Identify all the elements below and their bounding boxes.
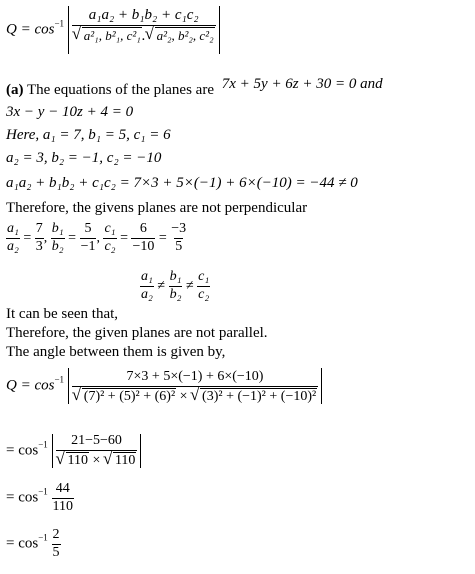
step-2 (6, 482, 74, 514)
ratio-eq: = (68, 230, 77, 246)
not-parallel-text: Therefore, the given planes are not parallel. (6, 325, 268, 341)
step-2-lhs: = cos (6, 489, 39, 506)
top-den-root-b: √ a²₂, b²₂, c²₂ (155, 27, 215, 43)
part-a-text: The equations of the planes are (23, 82, 218, 98)
top-formula (6, 6, 220, 54)
step-3-lhs: = cos (6, 535, 39, 552)
not-perpendicular-text: Therefore, the givens planes are not perpendicular (6, 200, 308, 216)
step-3-numerator: 2 (52, 527, 60, 542)
ratio-a-den: a₂ (7, 238, 19, 254)
ratio-val: 7 (35, 221, 43, 236)
top-den-dot: . (141, 27, 146, 44)
step-1-numerator: 21−5−60 (71, 433, 122, 448)
top-den-root-a: √ a²₁, b²₁, c²₁ (82, 27, 142, 43)
step-1-abs (52, 434, 142, 468)
plane-eq-2: 3x − y − 10z + 4 = 0 (6, 104, 134, 120)
angle-den-root-b: √ (3)² + (−1)² + (−10)² (200, 388, 317, 405)
inverse-sup: −1 (54, 374, 65, 385)
step-1-lhs: = cos (6, 442, 39, 459)
comma: , (96, 230, 100, 246)
angle-fraction (72, 370, 318, 404)
ne-a-num: a₁ (141, 269, 153, 284)
angle-abs (68, 368, 322, 404)
ne-b-num: b₁ (169, 269, 182, 284)
ratio-a-num: a₁ (7, 221, 19, 236)
times-sign: × (92, 452, 101, 468)
ratio-val: 6 (139, 221, 147, 236)
inverse-sup: −1 (38, 532, 48, 543)
ne-b-den: b₂ (169, 286, 182, 302)
part-a-line (6, 76, 383, 99)
angle-formula-lhs: Q = cos (6, 377, 55, 394)
ratio-val: 3 (35, 238, 43, 254)
ratio-eq: = (158, 230, 167, 246)
not-equal-sign: ≠ (185, 278, 194, 294)
top-numerator: a₁a₂ + b₁b₂ + c₁c₂ (88, 7, 199, 23)
inverse-sup: −1 (54, 18, 65, 29)
ratio-b-num: b₁ (51, 221, 64, 236)
ratio-c-den: c₂ (104, 238, 116, 254)
step-2-numerator: 44 (55, 481, 70, 496)
step-3-denominator: 5 (52, 544, 60, 560)
ratio-val: −3 (171, 221, 187, 236)
ne-c-num: c₁ (198, 269, 210, 284)
ratio-val: −1 (80, 238, 96, 254)
angle-numerator: 7×3 + 5×(−1) + 6×(−10) (126, 369, 264, 384)
seen-text: It can be seen that, (6, 306, 119, 322)
plane-eq-1: 7x + 5y + 6z + 30 = 0 and (221, 76, 383, 92)
inverse-sup: −1 (38, 486, 48, 497)
angle-text: The angle between them is given by, (6, 344, 226, 360)
ratio-eq: = (120, 230, 128, 246)
inverse-sup: −1 (38, 439, 48, 450)
dot-product-line: a₁a₂ + b₁b₂ + c₁c₂ = 7×3 + 5×(−1) + 6×(−10) = −44 ≠ 0 (6, 175, 358, 191)
times-sign: × (179, 388, 188, 404)
not-equal-sign: ≠ (157, 278, 166, 294)
top-formula-lhs: Q = cos (6, 21, 55, 38)
angle-formula (6, 368, 322, 404)
step-3 (6, 528, 61, 560)
top-fraction (72, 8, 216, 45)
ratios-line (6, 222, 187, 254)
step-1-root-a: √ 110 (66, 452, 89, 469)
step-2-denominator: 110 (52, 498, 74, 514)
angle-den-root-a: √ (7)² + (5)² + (6)² (82, 388, 176, 405)
part-a-label: (a) (6, 82, 24, 98)
top-abs (68, 6, 220, 54)
ratio-val: 5 (175, 238, 183, 254)
ratio-val: 5 (84, 221, 92, 236)
here-line: Here, a₁ = 7, b₁ = 5, c₁ = 6 (6, 127, 171, 143)
ne-c-den: c₂ (198, 286, 210, 302)
ratio-val: −10 (132, 238, 155, 254)
ratio-b-den: b₂ (51, 238, 64, 254)
ratio-eq: = (23, 230, 32, 246)
not-equal-line (140, 270, 210, 302)
ratio-c-num: c₁ (104, 221, 116, 236)
a2-line: a₂ = 3, b₂ = −1, c₂ = −10 (6, 150, 162, 166)
step-1-root-b: √ 110 (113, 452, 136, 469)
ne-a-den: a₂ (141, 286, 153, 302)
comma: , (43, 230, 48, 246)
step-1 (6, 434, 141, 468)
